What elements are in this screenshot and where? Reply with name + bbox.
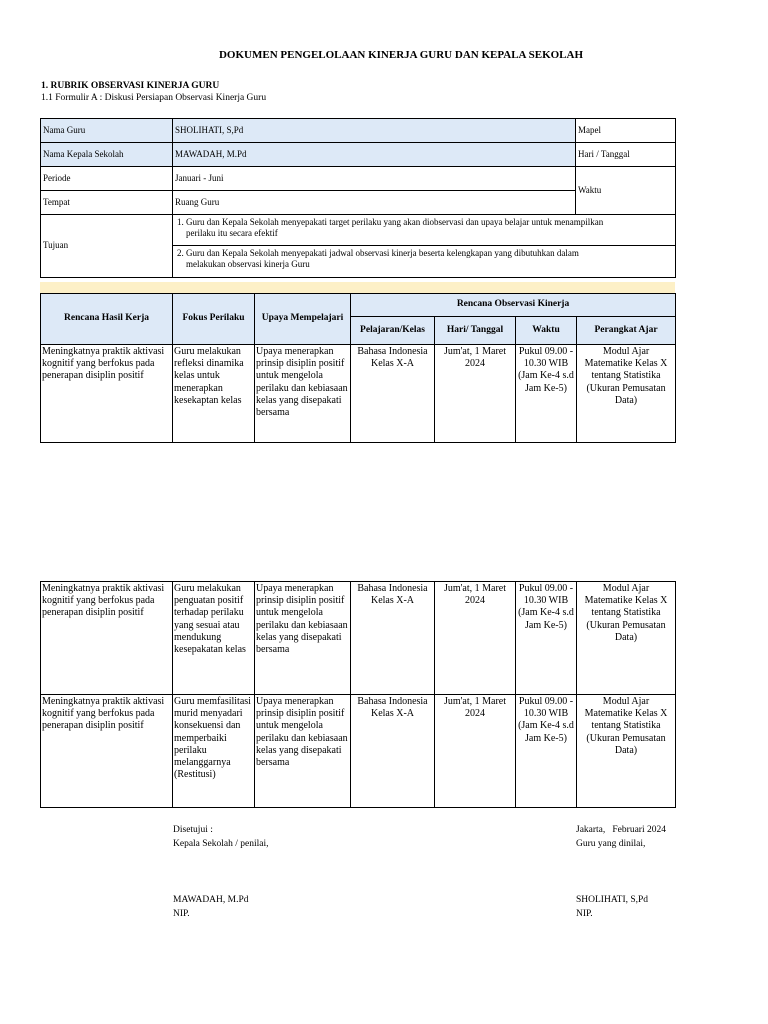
tempat-label: Tempat	[41, 191, 173, 215]
periode-value: Januari - Juni	[173, 167, 576, 191]
cell-waktu: Pukul 09.00 - 10.30 WIB (Jam Ke-4 s.d Jam Ke-5)	[516, 695, 577, 808]
waktu-label: Waktu	[576, 167, 676, 215]
plan-table	[40, 293, 676, 443]
teacher-role: Guru yang dinilai,	[576, 839, 646, 849]
signature-left-name-block	[173, 893, 249, 921]
cell-pelajaran: Bahasa Indonesia Kelas X-A	[351, 582, 435, 695]
tujuan-item-1: 1. Guru dan Kepala Sekolah menyepakati target perilaku yang akan diobservasi dan upaya belajar untuk menampilkan perilaku itu secara efektif	[173, 215, 676, 246]
signature-right	[576, 823, 666, 851]
info-table	[40, 118, 676, 278]
table-row	[41, 695, 676, 808]
kepala-sekolah-label: Nama Kepala Sekolah	[41, 143, 173, 167]
cell-waktu: Pukul 09.00 - 10.30 WIB (Jam Ke-4 s.d Jam Ke-5)	[516, 582, 577, 695]
cell-pelajaran: Bahasa Indonesia Kelas X-A	[351, 695, 435, 808]
cell-upaya: Upaya menerapkan prinsip disiplin positif untuk mengelola perilaku dan kebiasaan kelas yang disepakati bersama	[255, 582, 351, 695]
table-row	[41, 582, 676, 695]
cell-pelajaran: Bahasa Indonesia Kelas X-A	[351, 345, 435, 443]
tujuan-label: Tujuan	[41, 215, 173, 278]
cell-fokus: Guru melakukan refleksi dinamika kelas untuk menerapkan kesekaptan kelas	[173, 345, 255, 443]
separator-band	[40, 282, 675, 293]
header-upaya-mempelajari: Upaya Mempelajari	[255, 294, 351, 345]
approval-label: Disetujui :	[173, 825, 213, 835]
cell-upaya: Upaya menerapkan prinsip disiplin positif untuk mengelola perilaku dan kebiasaan kelas yang disepakati bersama	[255, 345, 351, 443]
tujuan-item-2: 2. Guru dan Kepala Sekolah menyepakati jadwal observasi kinerja beserta kelengkapan yang dibutuhkan dalam melakukan observasi kinerja Guru	[173, 246, 676, 278]
cell-hari: Jum'at, 1 Maret 2024	[435, 582, 516, 695]
approver-role: Kepala Sekolah / penilai,	[173, 839, 269, 849]
cell-perangkat: Modul Ajar Matematike Kelas X tentang Statistika (Ukuran Pemusatan Data)	[577, 695, 676, 808]
header-hari-tanggal: Hari/ Tanggal	[435, 317, 516, 345]
approver-nip: NIP.	[173, 909, 190, 919]
periode-label: Periode	[41, 167, 173, 191]
header-rencana-observasi: Rencana Observasi Kinerja	[351, 294, 676, 317]
teacher-nip: NIP.	[576, 909, 593, 919]
subsection-title: 1.1 Formulir A : Diskusi Persiapan Observasi Kinerja Guru	[41, 93, 267, 103]
section-title: 1. RUBRIK OBSERVASI KINERJA GURU	[41, 81, 220, 91]
header-fokus-perilaku: Fokus Perilaku	[173, 294, 255, 345]
place-date: Jakarta, Februari 2024	[576, 825, 666, 835]
cell-fokus: Guru memfasilitasi murid menyadari konsekuensi dan memperbaiki perilaku melanggarnya (Restitusi)	[173, 695, 255, 808]
kepala-sekolah-value: MAWADAH, M.Pd	[173, 143, 576, 167]
nama-guru-value: SHOLIHATI, S,Pd	[173, 119, 576, 143]
approver-name: MAWADAH, M.Pd	[173, 895, 249, 905]
cell-hari: Jum'at, 1 Maret 2024	[435, 345, 516, 443]
plan-table-continued	[40, 581, 676, 808]
cell-rencana: Meningkatnya praktik aktivasi kognitif yang berfokus pada penerapan disiplin positif	[41, 582, 173, 695]
header-waktu: Waktu	[516, 317, 577, 345]
nama-guru-label: Nama Guru	[41, 119, 173, 143]
signature-right-name-block	[576, 893, 648, 921]
hari-tanggal-label: Hari / Tanggal	[576, 143, 676, 167]
signature-left	[173, 823, 269, 851]
mapel-label: Mapel	[576, 119, 676, 143]
cell-rencana: Meningkatnya praktik aktivasi kognitif yang berfokus pada penerapan disiplin positif	[41, 345, 173, 443]
cell-hari: Jum'at, 1 Maret 2024	[435, 695, 516, 808]
cell-waktu: Pukul 09.00 - 10.30 WIB (Jam Ke-4 s.d Jam Ke-5)	[516, 345, 577, 443]
tempat-value: Ruang Guru	[173, 191, 576, 215]
header-rencana-hasil-kerja: Rencana Hasil Kerja	[41, 294, 173, 345]
cell-rencana: Meningkatnya praktik aktivasi kognitif yang berfokus pada penerapan disiplin positif	[41, 695, 173, 808]
cell-perangkat: Modul Ajar Matematike Kelas X tentang Statistika (Ukuran Pemusatan Data)	[577, 345, 676, 443]
cell-upaya: Upaya menerapkan prinsip disiplin positif untuk mengelola perilaku dan kebiasaan kelas yang disepakati bersama	[255, 695, 351, 808]
cell-fokus: Guru melakukan penguatan positif terhadap perilaku yang sesuai atau mendukung kesepakatan kelas	[173, 582, 255, 695]
header-perangkat-ajar: Perangkat Ajar	[577, 317, 676, 345]
cell-perangkat: Modul Ajar Matematike Kelas X tentang Statistika (Ukuran Pemusatan Data)	[577, 582, 676, 695]
teacher-name: SHOLIHATI, S,Pd	[576, 895, 649, 905]
table-row	[41, 345, 676, 443]
header-pelajaran-kelas: Pelajaran/Kelas	[351, 317, 435, 345]
document-title: DOKUMEN PENGELOLAAN KINERJA GURU DAN KEPALA SEKOLAH	[218, 49, 584, 61]
